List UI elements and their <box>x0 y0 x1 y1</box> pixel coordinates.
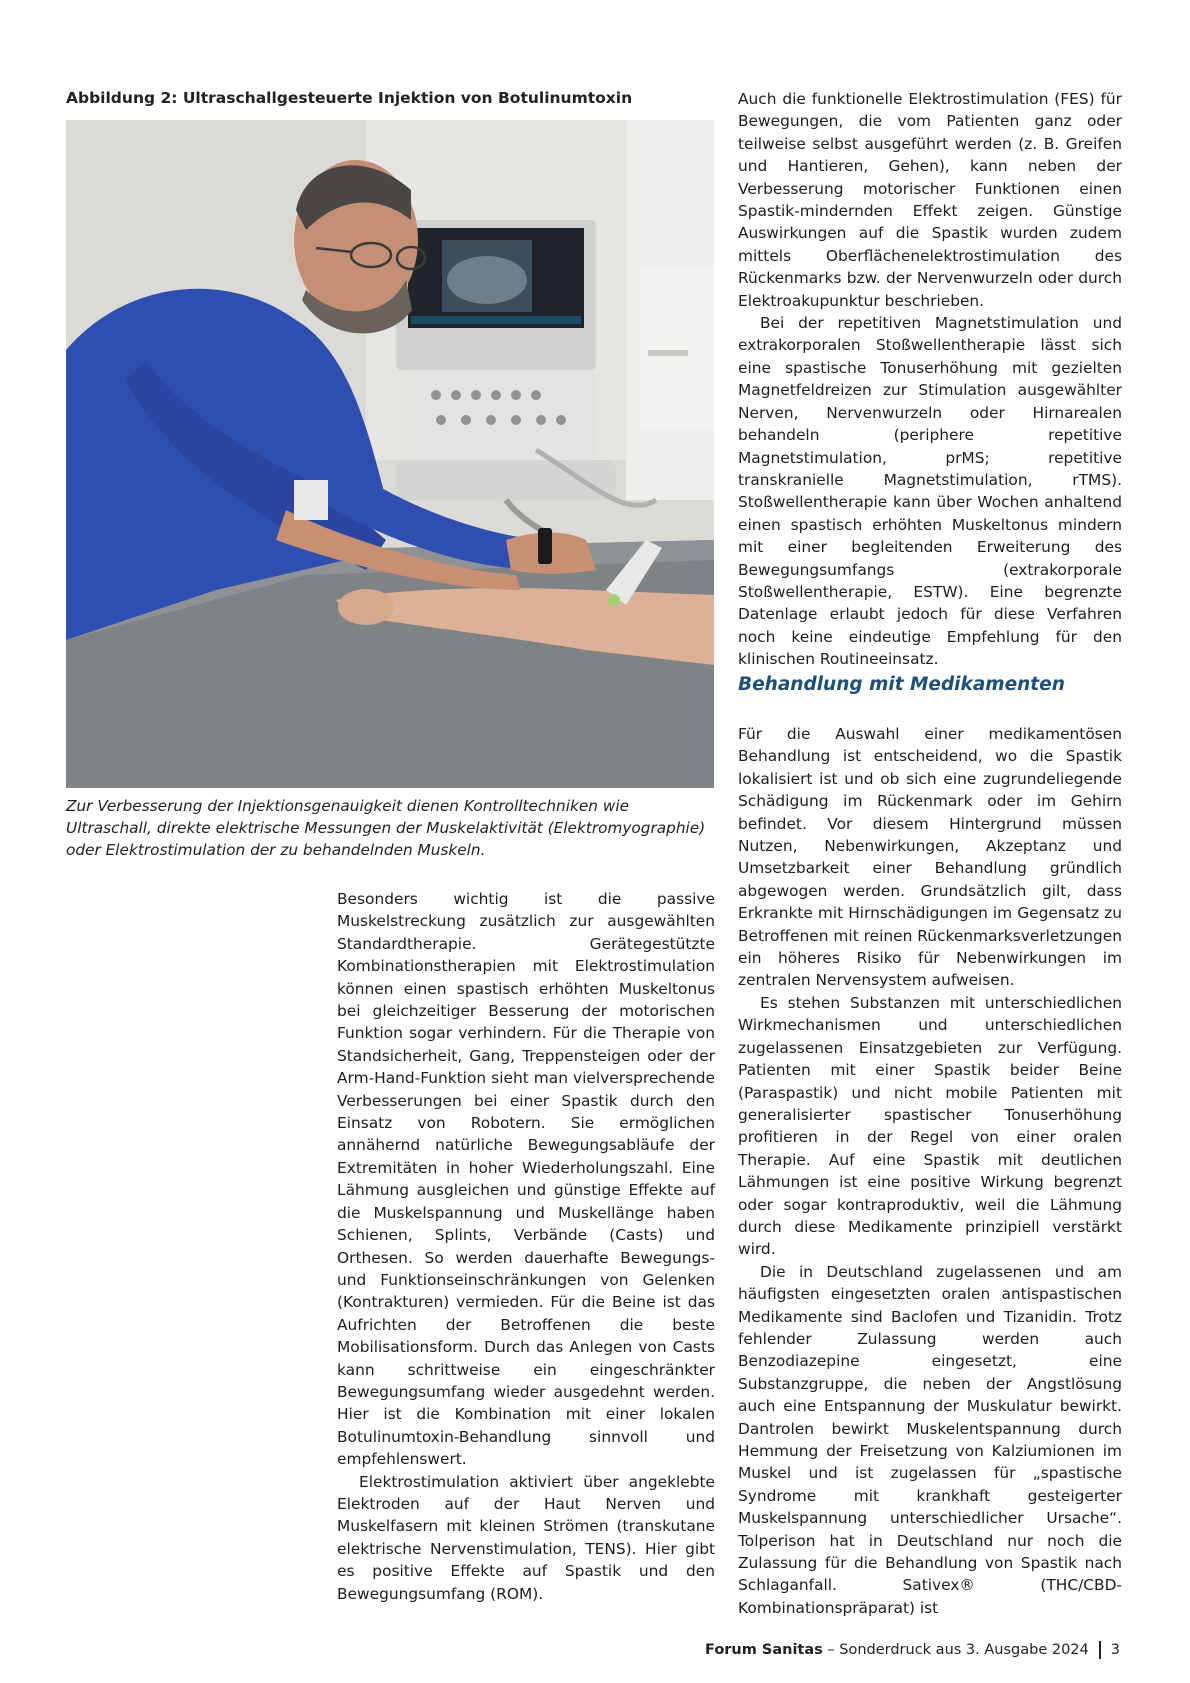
ultrasound-injection-photo <box>66 120 714 788</box>
figure-heading: Abbildung 2: Ultraschallgesteuerte Injektion von Botulinumtoxin <box>66 89 633 107</box>
left-column-text <box>337 888 715 1605</box>
footer-divider <box>1099 1641 1101 1659</box>
body-paragraph: Die in Deutschland zugelassenen und am häufigsten eingesetzten oralen antispastischen Medikamente sind Baclofen und Tizanidin. Trotz fehlender Zulassung werden auch Benzodiazepine eingesetzt, eine Substanzgruppe, die neben der Angstlösung auch eine Entspannung der Muskulatur bewirkt. Dantrolen bewirkt Muskelentspannung durch Hemmung der Freisetzung von Kalziumionen im Muskel und ist zugelassen für „spastische Syndrome mit krankhaft gesteigerter Muskelspannung unterschiedlicher Ursache“. Tolperison hat in Deutschland nur noch die Zulassung für die Behandlung von Spastik nach Schlaganfall. Sativex® (THC/CBD-Kombinationspräparat) ist <box>738 1262 1122 1617</box>
body-paragraph: Bei der repetitiven Magnetstimulation und extrakorporalen Stoßwellentherapie lässt sich eine spastische Tonuserhöhung mit gezielten Magnetfeldreizen zur Stimulation ausgewählter Nerven, Nervenwurzeln oder Hirnarealen behandeln (periphere repetitive Magnetstimulation, prMS; repetitive transkranielle Magnetstimulation, rTMS). Stoßwellentherapie kann über Wochen anhaltend einen spastisch erhöhten Muskeltonus mindern mit einer begleitenden Erweiterung des Bewegungsumfangs (extrakorporale Stoßwellentherapie, ESTW). Eine begrenzte Datenlage erlaubt jedoch für diese Verfahren noch keine eindeutige Empfehlung für den klinischen Routineeinsatz. <box>738 314 1122 669</box>
figure-photo <box>66 120 714 788</box>
body-paragraph: Es stehen Substanzen mit unterschiedlichen Wirkmechanismen und unterschiedlichen zugelassenen Einsatzgebieten zur Verfügung. Patienten mit einer Spastik beider Beine (Paraspastik) und nicht mobile Patienten mit generalisierter spastischer Tonuserhöhung profitieren in der Regel von einer oralen Therapie. Auf eine Spastik mit deutlichen Lähmungen ist eine positive Wirkung begrenzt oder sogar kontraproduktiv, weil die Lähmung durch diese Medikamente prinzipiell verstärkt wird. <box>738 993 1122 1259</box>
section-heading: Behandlung mit Medikamenten <box>738 674 1065 695</box>
body-paragraph: Für die Auswahl einer medikamentösen Behandlung ist entscheidend, wo die Spastik lokalisiert ist und ob sich eine zugrundeliegende Schädigung im Rückenmark oder im Gehirn befindet. Vor diesem Hintergrund müssen Nutzen, Nebenwirkungen, Akzeptanz und Umsetzbarkeit einer Behandlung gründlich abgewogen werden. Grundsätzlich gilt, dass Erkrankte mit Hirnschädigungen im Gegensatz zu Betroffenen mit reinen Rückenmarksverletzungen ein höheres Risiko für Nebenwirkungen im zentralen Nervensystem aufweisen. <box>738 725 1122 990</box>
right-column-section-text <box>738 723 1122 1619</box>
footer-text <box>705 1642 1089 1658</box>
body-paragraph: Besonders wichtig ist die passive Muskelstreckung zusätzlich zur ausgewählten Standardtherapie. Gerätegestützte Kombinationstherapien mit Elektrostimulation können einen spastisch erhöhten Muskeltonus bei gleichzeitiger Besserung der motorischen Funktion sogar verhindern. Für die Therapie von Standsicherheit, Gang, Treppensteigen oder der Arm-Hand-Funktion sieht man vielversprechende Verbesserungen bei einer Spastik durch den Einsatz von Robotern. Sie ermöglichen annähernd natürliche Bewegungsabläufe der Extremitäten in hoher Wiederholungszahl. Eine Lähmung ausgleichen und günstige Effekte auf die Muskelspannung und Muskellänge haben Schienen, Splints, Verbände (Casts) und Orthesen. So werden dauerhafte Bewegungs- und Funktionseinschränkungen von Gelenken (Kontrakturen) vermieden. Für die Beine ist das Aufrichten der Betroffenen die beste Mobilisationsform. Durch das Anlegen von Casts kann schrittweise ein eingeschränkter Bewegungsumfang wieder ausgedehnt werden. Hier ist die Kombination mit einer lokalen Botulinumtoxin-Behandlung sinnvoll und empfehlenswert. <box>337 890 715 1469</box>
page-number: 3 <box>1110 1642 1120 1658</box>
footer-edition: – Sonderdruck aus 3. Ausgabe 2024 <box>827 1642 1089 1658</box>
figure-caption: Zur Verbesserung der Injektionsgenauigkeit dienen Kontrolltechniken wie Ultraschall, direkte elektrische Messungen der Muskelaktivität (Elektromyographie) oder Elektrostimulation der zu behandelnden Muskeln. <box>66 797 706 859</box>
body-paragraph: Elektrostimulation aktiviert über angeklebte Elektroden auf der Haut Nerven und Muskelfasern mit kleinen Strömen (transkutane elektrische Nervenstimulation, TENS). Hier gibt es positive Effekte auf Spastik und den Bewegungsumfang (ROM). <box>337 1472 715 1603</box>
body-paragraph: Auch die funktionelle Elektrostimulation (FES) für Bewegungen, die vom Patienten ganz oder teilweise selbst ausgeführt werden (z. B. Greifen und Hantieren, Gehen), kann neben der Verbesserung motorischer Funktionen einen Spastik-mindernden Effekt zeigen. Günstige Auswirkungen auf die Spastik wurden zudem mittels Oberflächenelektrostimulation des Rückenmarks bzw. der Nervenwurzeln oder durch Elektroakupunktur beschrieben. <box>738 90 1122 310</box>
right-column-text <box>738 88 1122 671</box>
footer-publication: Forum Sanitas <box>705 1642 823 1658</box>
page-footer <box>705 1641 1120 1659</box>
